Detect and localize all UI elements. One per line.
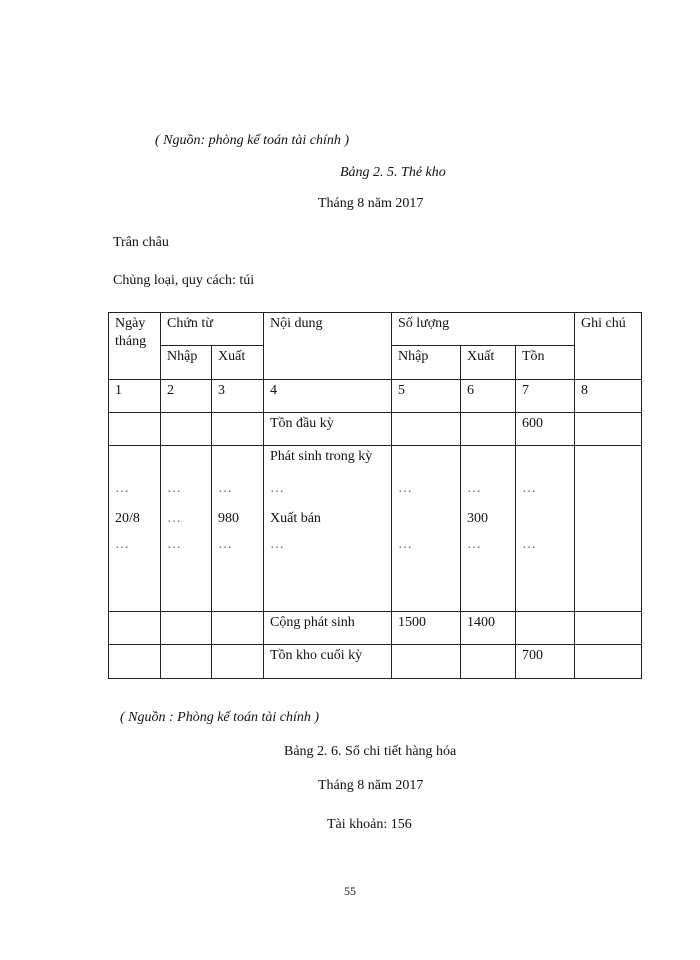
col-number: 6 (461, 380, 516, 413)
col-number: 7 (516, 380, 575, 413)
activity-label: Phát sinh trong kỳ (270, 449, 373, 464)
source-note-top: ( Nguồn: phòng kế toán tài chính ) (155, 133, 350, 148)
activity-date-cell: … 20/8 … (109, 446, 161, 612)
activity-date: 20/8 (115, 511, 140, 526)
account-label: Tài khoản: 156 (327, 817, 412, 832)
table-title-detail-ledger: Bảng 2. 6. Sổ chi tiết hàng hóa (284, 744, 457, 759)
activity-row (109, 446, 642, 612)
col-number: 5 (392, 380, 461, 413)
activity-voucher-out: 980 (218, 511, 239, 526)
opening-label: Tồn đầu kỳ (264, 413, 392, 446)
closing-label: Tồn kho cuối kỳ (264, 645, 392, 679)
activity-qty-out-cell: … 300 … (461, 446, 516, 612)
header-content: Nội dung (264, 313, 392, 380)
activity-qty-in-cell: … … (392, 446, 461, 612)
col-number: 2 (161, 380, 212, 413)
page-number: 55 (344, 884, 356, 898)
activity-voucher-in-cell: … … … (161, 446, 212, 612)
item-spec: Chủng loại, quy cách: túi (113, 273, 255, 288)
header-qty-stock: Tồn (516, 346, 575, 380)
table-title-stock-card: Bảng 2. 5. Thẻ kho (340, 165, 446, 180)
numbering-row (109, 380, 642, 413)
header-quantity: Số lượng (392, 313, 575, 346)
source-note-bottom: ( Nguồn : Phòng kế toán tài chính ) (120, 710, 320, 725)
header-qty-in: Nhập (392, 346, 461, 380)
col-number: 3 (212, 380, 264, 413)
period-label: Tháng 8 năm 2017 (318, 196, 424, 211)
activity-description: Xuất bán (270, 511, 321, 526)
activity-stock-cell: … … (516, 446, 575, 612)
header-qty-out: Xuất (461, 346, 516, 380)
header-note: Ghi chú (575, 313, 642, 380)
activity-voucher-out-cell: … 980 … (212, 446, 264, 612)
total-label: Cộng phát sinh (264, 612, 392, 645)
item-name: Trân châu (113, 235, 169, 250)
header-date: Ngày tháng (109, 313, 161, 380)
opening-balance-row (109, 413, 642, 446)
period-label-2: Tháng 8 năm 2017 (318, 778, 424, 793)
activity-content-cell: Phát sinh trong kỳ … Xuất bán … (264, 446, 392, 612)
table-header-row (109, 313, 642, 346)
closing-stock: 700 (516, 645, 575, 679)
closing-balance-row (109, 645, 642, 679)
col-number: 8 (575, 380, 642, 413)
header-voucher-in: Nhập (161, 346, 212, 380)
header-voucher-out: Xuất (212, 346, 264, 380)
stock-card-table (108, 312, 642, 679)
col-number: 4 (264, 380, 392, 413)
total-row (109, 612, 642, 645)
activity-qty-out: 300 (467, 511, 488, 526)
col-number: 1 (109, 380, 161, 413)
header-voucher: Chứn từ (161, 313, 264, 346)
total-qty-out: 1400 (461, 612, 516, 645)
opening-stock: 600 (516, 413, 575, 446)
total-qty-in: 1500 (392, 612, 461, 645)
